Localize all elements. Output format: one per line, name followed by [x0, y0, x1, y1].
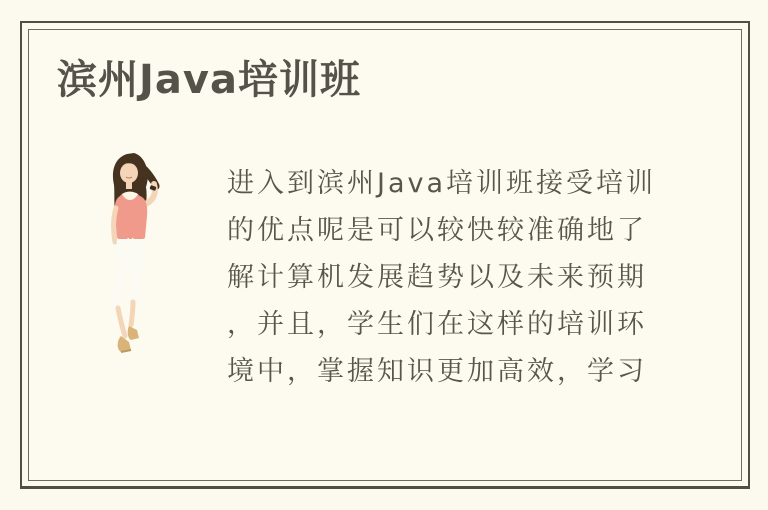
content-frame — [20, 21, 750, 489]
text-line: ，并且，学生们在这样的培训环 — [227, 309, 647, 340]
student-photo — [101, 150, 177, 368]
text-line: 进入到滨州Java培训班接受培训 — [227, 168, 657, 199]
content-frame-inner — [28, 29, 742, 481]
woman-illustration — [101, 150, 177, 368]
text-line: 境中，掌握知识更加高效，学习 — [227, 356, 647, 387]
article-paragraph — [227, 160, 667, 395]
text-line: 解计算机发展趋势以及未来预期 — [227, 262, 647, 293]
page-title: 滨州Java培训班 — [57, 57, 361, 103]
text-line: 的优点呢是可以较快较准确地了 — [227, 215, 647, 246]
